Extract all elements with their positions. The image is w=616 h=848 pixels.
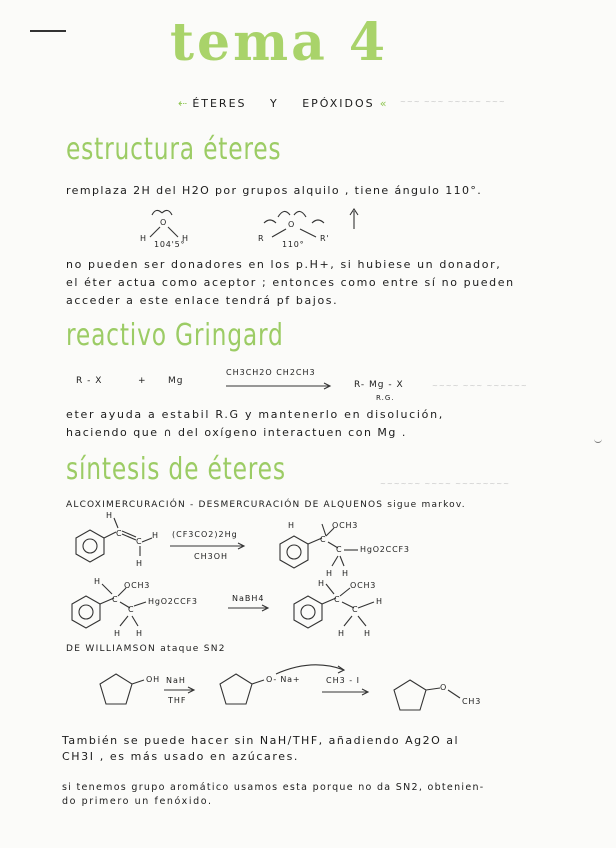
oh-label: OH: [146, 675, 160, 684]
reagent-thf: THF: [168, 696, 187, 705]
estructura-para-line-2: el éter actua como aceptor ; entonces como entre sí no pueden: [66, 276, 515, 289]
grignard-product-note: R.G.: [376, 394, 395, 402]
svg-text:O: O: [288, 220, 296, 229]
svg-text:H: H: [338, 629, 345, 638]
svg-text:H: H: [152, 531, 159, 540]
methyl-cyclopentyl-ether-diagram: [388, 674, 498, 720]
svg-text:H: H: [94, 577, 101, 586]
faint-strokes-3: ~~~~~~ ~~~~ ~~~~~~~~: [380, 480, 511, 488]
mercurial-intermediate-diagram: [274, 518, 444, 582]
ether-structure-diagram: [254, 205, 364, 249]
styrene-structure-diagram: [62, 511, 172, 574]
svg-text:C: C: [352, 605, 359, 614]
svg-text:H: H: [106, 511, 113, 520]
sintesis-subheading-1: ALCOXIMERCURACIÓN - DESMERCURACIÓN DE ALQUENOS sigue markov.: [66, 500, 466, 510]
svg-text:H: H: [376, 597, 383, 606]
svg-text:C: C: [116, 529, 123, 538]
mercurial-intermediate-diagram-2: [62, 574, 222, 640]
svg-text:H: H: [114, 629, 121, 638]
svg-text:C: C: [320, 535, 327, 544]
svg-text:H: H: [140, 234, 147, 243]
svg-text:R: R: [258, 234, 265, 243]
reaction-arrow-icon: [226, 382, 336, 390]
svg-text:H: H: [342, 569, 349, 578]
sintesis-subheading-2: DE WILLIAMSON ataque SN2: [66, 644, 226, 654]
section-heading-sintesis: síntesis de éteres: [66, 452, 286, 487]
grignard-reactant-1: R - X: [76, 376, 103, 386]
reagent-mercury-acetate: (CF3CO2)2Hg: [172, 530, 238, 539]
sintesis-para1-line-2: CH3I , es más usado en azúcares.: [62, 750, 300, 763]
grignard-para-line-1: eter ayuda a estabil R.G y mantenerlo en disolución,: [66, 408, 444, 421]
subtitle: ⇠ ÉTERES Y EPÓXIDOS «: [178, 97, 387, 110]
svg-text:H: H: [326, 569, 333, 578]
estructura-line: remplaza 2H del H2O por grupos alquilo , tiene ángulo 110°.: [66, 184, 483, 197]
ch3-label: CH3: [462, 697, 482, 706]
angle-label-2: 110°: [282, 240, 305, 249]
svg-text:H: H: [136, 559, 143, 568]
grignard-product: R- Mg - X: [354, 380, 404, 390]
section-heading-estructura: estructura éteres: [66, 132, 282, 167]
reaction-arrow-icon: [164, 686, 200, 694]
grignard-solvent: CH3CH2O CH2CH3: [226, 368, 316, 377]
faint-strokes-2: ~~~~ ~~~ ~~~~~~: [432, 382, 528, 390]
svg-text:H: H: [364, 629, 371, 638]
sintesis-para2-line-2: do primero un fenóxido.: [62, 796, 213, 807]
page-title: tema 4: [170, 12, 389, 73]
och3-label: OCH3: [332, 521, 359, 530]
o-label: O: [440, 683, 448, 692]
svg-text:R': R': [320, 234, 330, 243]
estructura-para-line-3: acceder a este enlace tendrá pf bajos.: [66, 294, 339, 307]
grignard-reactant-2: Mg: [168, 376, 184, 386]
grignard-para-line-2: haciendo que ∩ del oxígeno interactuen con Mg .: [66, 426, 407, 439]
svg-text:C: C: [128, 605, 135, 614]
svg-text:H: H: [318, 579, 325, 588]
reagent-methanol: CH3OH: [194, 552, 229, 561]
hgo2ccf3-label-2: HgO2CCF3: [148, 597, 198, 606]
arrow-right-icon: «: [379, 97, 387, 110]
grignard-plus: +: [138, 376, 147, 386]
sintesis-para1-line-1: También se puede hacer sin NaH/THF, añadiendo Ag2O al: [62, 734, 460, 747]
reagent-nabh4: NaBH4: [232, 594, 265, 603]
svg-text:H: H: [182, 234, 189, 243]
angle-label-1: 104'5°: [154, 240, 186, 249]
svg-text:C: C: [334, 595, 341, 604]
svg-text:C: C: [112, 595, 119, 604]
reaction-arrow-icon: [228, 604, 274, 612]
och3-label-2: OCH3: [124, 581, 151, 590]
svg-text:C: C: [136, 537, 143, 546]
estructura-para-line-1: no pueden ser donadores en los p.H+, si hubiese un donador,: [66, 258, 502, 271]
reaction-arrow-icon: [322, 688, 374, 696]
svg-text:C: C: [336, 545, 343, 554]
section-heading-grignard: reactivo Gringard: [66, 318, 284, 353]
reagent-methyl-iodide: CH3 - I: [326, 676, 361, 685]
och3-label-3: OCH3: [350, 581, 377, 590]
margin-mark: [594, 436, 602, 443]
pen-mark: [30, 30, 66, 32]
reaction-arrow-icon: [170, 542, 250, 550]
ona-label: O- Na+: [266, 675, 301, 684]
arrow-left-icon: ⇠: [178, 97, 188, 110]
water-structure-diagram: [138, 205, 198, 249]
svg-text:H: H: [136, 629, 143, 638]
svg-text:H: H: [288, 521, 295, 530]
hgo2ccf3-label: HgO2CCF3: [360, 545, 410, 554]
curved-arrow-icon: [272, 662, 352, 676]
methyl-ether-product-diagram: [284, 574, 424, 640]
faint-strokes: ~~~ ~~~ ~~~~~ ~~~: [400, 98, 506, 106]
sintesis-para2-line-1: si tenemos grupo aromático usamos esta porque no da SN2, obtenien-: [62, 782, 485, 793]
svg-text:O: O: [160, 218, 168, 227]
reagent-nah: NaH: [166, 676, 186, 685]
